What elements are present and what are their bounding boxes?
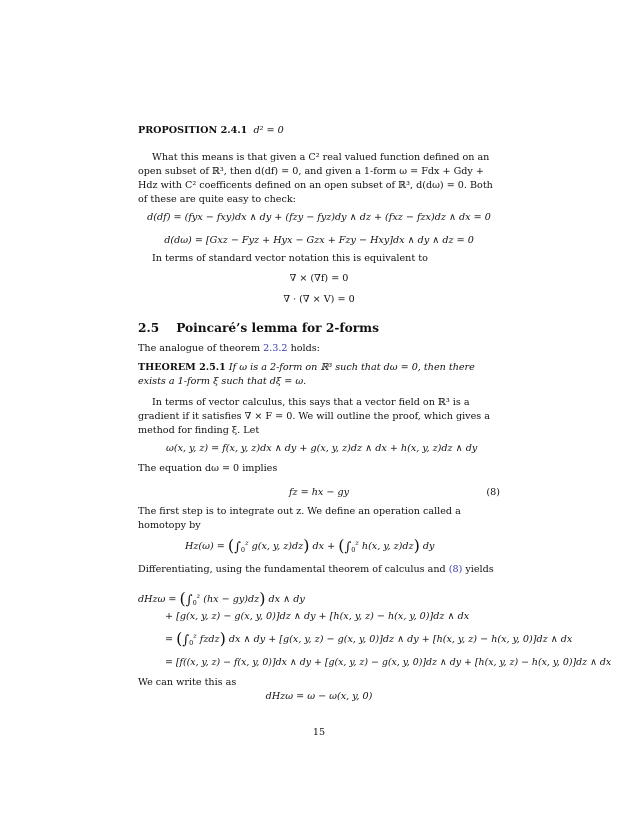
paragraph-4: In terms of vector calculus, this says that a vector field on ℝ³ is a gradient if it satisfies ∇ × F = 0. We will outline the proof, which gives a method for finding ξ. Let — [138, 397, 490, 436]
equation-div-curl: ∇ · (∇ × V) = 0 — [283, 294, 355, 305]
paragraph-3-text-end: holds: — [290, 343, 320, 354]
dhz-line1-end: dx ∧ dy — [268, 594, 305, 606]
proposition-label: PROPOSITION 2.4.1 — [138, 125, 248, 136]
section-number: 2.5 — [138, 321, 160, 335]
paren-close-icon: ) — [303, 536, 310, 556]
section-title: Poincaré’s lemma for 2-forms — [176, 321, 379, 335]
equation-dHz-line4: = [f((x, y, z) − f(x, y, 0)]dx ∧ dy + [g(x, y, z) − g(x, y, 0)]dz ∧ dy + [h(x, y, z) − h(x, y, 0)]dz ∧ dx — [165, 657, 612, 668]
homotopy-integrand-2: h(x, y, z)dz — [361, 541, 414, 553]
proposition-statement: d² = 0 — [253, 125, 284, 136]
proposition — [138, 124, 500, 138]
equation-dHz-final: dHzω = ω − ω(x, y, 0) — [265, 691, 373, 702]
homotopy-mid: dx + — [312, 541, 336, 553]
equation-8-row — [138, 486, 500, 500]
homotopy-lhs: Hz(ω) = — [185, 541, 225, 553]
dhz-lhs: dHzω = — [138, 594, 177, 606]
dhz-line3-rest: dx ∧ dy + [g(x, y, z) − g(x, y, 0)]dz ∧ dy + [h(x, y, z) − h(x, y, 0)]dz ∧ dx — [228, 634, 573, 646]
equation-8-number: (8) — [486, 487, 500, 498]
equation-dHz-line1: $dHz\omega = (\int_0^z$ (hx − gy)dz) dx ∧ dy — [138, 589, 305, 609]
paragraph-5: The equation dω = 0 implies — [138, 463, 278, 474]
section-heading — [138, 321, 500, 335]
paren-open-icon: ( — [227, 536, 235, 556]
paragraph-3 — [138, 342, 500, 356]
paren-close-icon: ) — [219, 629, 226, 649]
theorem — [138, 361, 500, 389]
homotopy-integrand-1: g(x, y, z)dz — [251, 541, 304, 553]
equation-homotopy: $Hz(\omega) = (\int_0^z$ g(x, y, z)dz) dx + ($\int_0^z$ h(x, y, z)dz) dy — [185, 536, 435, 556]
integral-icon: ∫ — [344, 540, 352, 556]
paragraph-7-text: Differentiating, using the fundamental theorem of calculus and — [138, 564, 446, 575]
equation-ddf: d(df) = (fyx − fxy)dx ∧ dy + (fzy − fyz)dy ∧ dz + (fxz − fzx)dz ∧ dx = 0 — [147, 212, 491, 223]
paren-open-icon: ( — [179, 589, 186, 609]
theorem-link[interactable]: 2.3.2 — [263, 343, 288, 354]
paren-close-icon: ) — [259, 589, 266, 609]
theorem-statement: If ω is a 2-form on ℝ³ such that dω = 0, then there exists a 1-form ξ such that dξ = ω. — [138, 362, 475, 387]
equation-curl-grad: ∇ × (∇f) = 0 — [289, 273, 349, 284]
integral-icon: ∫ — [234, 540, 241, 556]
paragraph-2: In terms of standard vector notation this is equivalent to — [152, 253, 428, 264]
dhz-line3-integrand: fzdz — [199, 634, 220, 646]
integral-icon: ∫ — [185, 593, 193, 609]
theorem-label: THEOREM 2.5.1 — [138, 362, 226, 373]
paragraph-7-text-end: yields — [465, 564, 494, 575]
homotopy-end: dy — [422, 541, 435, 553]
integral-icon: ∫ — [182, 633, 190, 649]
paragraph-7 — [138, 563, 500, 577]
page-number: 15 — [312, 727, 326, 738]
paragraph-6: The first step is to integrate out z. We define an operation called a homotopy by — [138, 506, 461, 531]
equation-dHz-line3: = ($\int_0^z$ fzdz) dx ∧ dy + [g(x, y, z) − g(x, y, 0)]dz ∧ dy + [h(x, y, z) − h(x, y, 0)]dz ∧ dx — [165, 629, 573, 649]
paragraph-8: We can write this as — [138, 677, 237, 688]
paren-open-icon: ( — [338, 536, 345, 556]
equation-8: fz = hx − gy — [288, 487, 350, 498]
equation-ddomega: d(dω) = [Gxz − Fyz + Hyx − Gzx + Fzy − Hxy]dx ∧ dy ∧ dz = 0 — [164, 235, 474, 246]
equation-dHz-line2: + [g(x, y, z) − g(x, y, 0)]dz ∧ dy + [h(x, y, z) − h(x, y, 0)]dz ∧ dx — [165, 611, 470, 622]
dhz-line1-integrand: (hx − gy)dz — [203, 594, 260, 606]
paren-close-icon: ) — [413, 536, 420, 556]
paragraph-3-text: The analogue of theorem — [138, 343, 261, 354]
paren-open-icon: ( — [176, 629, 183, 649]
equation-omega: ω(x, y, z) = f(x, y, z)dx ∧ dy + g(x, y, z)dz ∧ dx + h(x, y, z)dz ∧ dy — [166, 443, 478, 454]
paragraph-1: What this means is that given a C² real valued function defined on an open subset of ℝ³, then d(df) = 0, and given a 1-form ω = Fdx + Gdy + Hdz with C² coefficents defined on an open subset of ℝ³, d(dω) = 0. Both of these are quite easy to check: — [138, 152, 493, 205]
dhz-line3-eq: = — [165, 634, 174, 646]
equation-link[interactable]: (8) — [448, 564, 463, 575]
